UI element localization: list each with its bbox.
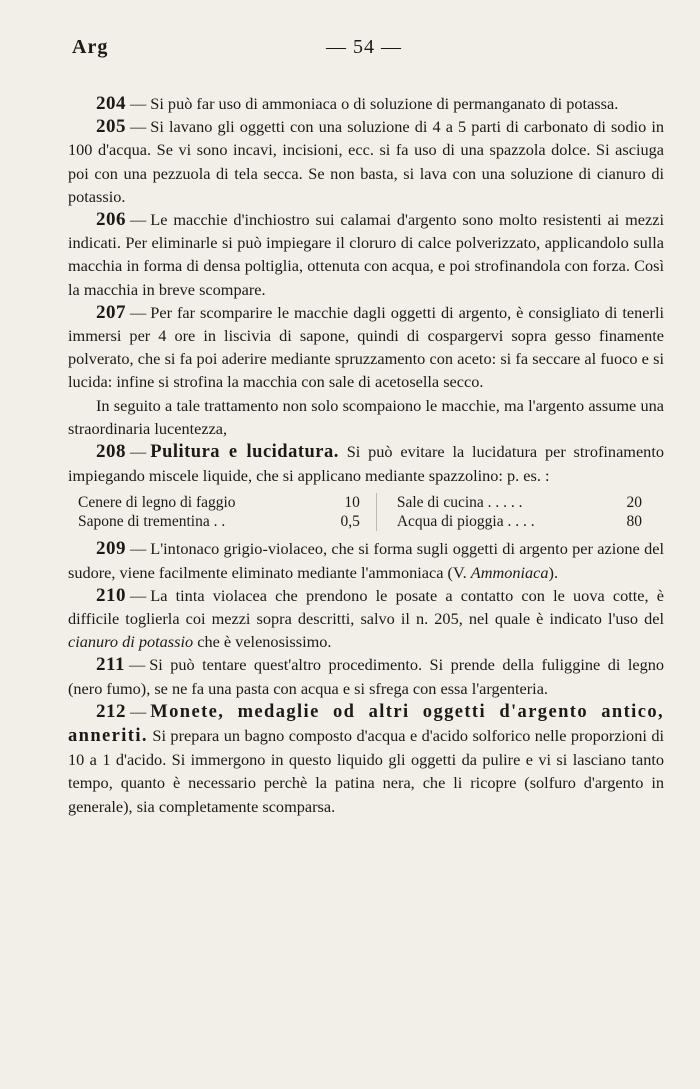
paragraph-207-continued bbox=[68, 394, 664, 440]
dash: — bbox=[130, 302, 147, 322]
paragraph-208 bbox=[68, 440, 664, 487]
paragraph-204 bbox=[68, 92, 664, 115]
paragraph-title: Pulitura e lucidatura. bbox=[150, 442, 339, 463]
paragraph-text-end: che è velenosissimo. bbox=[197, 632, 332, 652]
paragraph-209 bbox=[68, 537, 664, 583]
column-divider bbox=[376, 493, 397, 512]
recipe-right-qty: 20 bbox=[626, 494, 642, 512]
paragraph-text: La tinta violacea che prendono le posate a contatto con le uova cotte, è difficile toglierla coi mezzi sopra descritti, salvo il n. 205, nel quale è indicato l'uso del bbox=[68, 585, 664, 629]
paragraph-text-end: ). bbox=[548, 562, 559, 582]
dash: — bbox=[130, 701, 147, 721]
italic-term: cianuro di potassio bbox=[68, 632, 194, 652]
paragraph-206 bbox=[68, 208, 664, 301]
section-heading: Arg bbox=[72, 36, 109, 58]
dash: — bbox=[130, 442, 147, 462]
paragraph-211 bbox=[68, 653, 664, 699]
recipe-right-item: Sale di cucina . . . . . bbox=[396, 494, 523, 512]
paragraph-text: L'intonaco grigio-violaceo, che si forma sugli oggetti di argento per azione del sudore, viene facilmente eliminato mediante l'ammoniaca (V. bbox=[68, 539, 664, 582]
recipe-left-qty: 0,5 bbox=[340, 513, 360, 531]
page bbox=[68, 36, 664, 818]
cross-reference: Ammoniaca bbox=[470, 562, 549, 582]
paragraph-text: Si può far uso di ammoniaca o di soluzione di permanganato di potassa. bbox=[150, 94, 619, 113]
dash: — bbox=[128, 655, 146, 675]
recipe-right-qty: 80 bbox=[626, 513, 642, 531]
dash: — bbox=[130, 117, 147, 137]
paragraph-text: Per far scomparire le macchie dagli oggetti di argento, è consigliato di tenerli immersi per 4 ore in liscivia di sapone, quindi di cospargervi sopra gesso finamente polverato, che si fa poi aderire mediante spruzzamento con aceto: si fa seccare al fuoco e si lucida: infine si strofina la macchia con sale di acetosella secco. bbox=[68, 302, 664, 392]
paragraph-205 bbox=[68, 115, 664, 208]
dash: — bbox=[130, 210, 147, 230]
paragraph-text: Si lavano gli oggetti con una soluzione di 4 a 5 parti di carbonato di sodio in 100 d'acqua. Se vi sono incavi, incisioni, ecc. si fa uso di una spazzola dolce. Si asciuga poi con una pezzuola di tela secca. Se non basta, si lava con una soluzione di cianuro di potassio. bbox=[68, 117, 664, 206]
paragraph-text: Si può tentare quest'altro procedimento. Si prende della fuliggine di legno (nero fumo), se ne fa una pasta con acqua e si sfrega con essa l'argenteria. bbox=[68, 655, 664, 698]
paragraph-207 bbox=[68, 301, 664, 394]
dash: — bbox=[130, 539, 147, 559]
recipe-row bbox=[78, 512, 658, 531]
paragraph-number: 208 bbox=[96, 441, 126, 463]
paragraph-text: Le macchie d'inchiostro sui calamai d'argento sono molto resistenti ai mezzi indicati. Per eliminarle si può impiegare il cloruro di calce polverizzato, applicandolo sulla macchia in forma di densa poltiglia, ottenuta con acqua, e poi strofinandola con forza. Così la macchia in breve scompare. bbox=[68, 210, 664, 299]
paragraph-number: 212 bbox=[96, 700, 126, 722]
paragraph-number: 204 bbox=[96, 93, 126, 114]
recipe-right-item: Acqua di pioggia . . . . bbox=[396, 513, 535, 531]
paragraph-number: 210 bbox=[96, 584, 126, 606]
dash: — bbox=[130, 94, 147, 113]
page-number: — 54 — bbox=[326, 36, 402, 58]
recipe-left-item: Cenere di legno di faggio bbox=[78, 494, 236, 512]
paragraph-number: 211 bbox=[96, 654, 125, 676]
paragraph-number: 209 bbox=[96, 538, 126, 560]
paragraph-title: Monete, medaglie od altri oggetti d'argento antico, anneriti. bbox=[68, 701, 664, 747]
recipe-left-qty: 10 bbox=[344, 494, 360, 512]
paragraph-number: 206 bbox=[96, 209, 126, 231]
paragraph-number: 207 bbox=[96, 301, 126, 323]
paragraph-210 bbox=[68, 584, 664, 654]
recipe-table bbox=[78, 493, 658, 531]
paragraph-text: In seguito a tale trattamento non solo scompaiono le macchie, ma l'argento assume una straordinaria lucentezza, bbox=[68, 395, 664, 438]
recipe-row bbox=[78, 493, 658, 512]
paragraph-text: Si può evitare la lucidatura per strofinamento impiegando miscele liquide, che si applicano mediante spazzolino: p. es. : bbox=[68, 442, 664, 486]
running-head bbox=[68, 36, 664, 66]
paragraph-number: 205 bbox=[96, 116, 126, 138]
recipe-left-item: Sapone di trementina . . bbox=[78, 513, 226, 531]
dash: — bbox=[130, 585, 147, 605]
paragraph-text: Si prepara un bagno composto d'acqua e d'acido solforico nelle proporzioni di 10 a 1 d'acido. Si immergono in questo liquido gli oggetti da pulire e vi si lasciano tanto tempo, quanto è necessario perchè la patina nera, che li ricopre (solfuro d'argento in generale), sia completamente scomparsa. bbox=[68, 726, 664, 816]
column-divider bbox=[376, 512, 397, 531]
paragraph-212 bbox=[68, 700, 664, 818]
